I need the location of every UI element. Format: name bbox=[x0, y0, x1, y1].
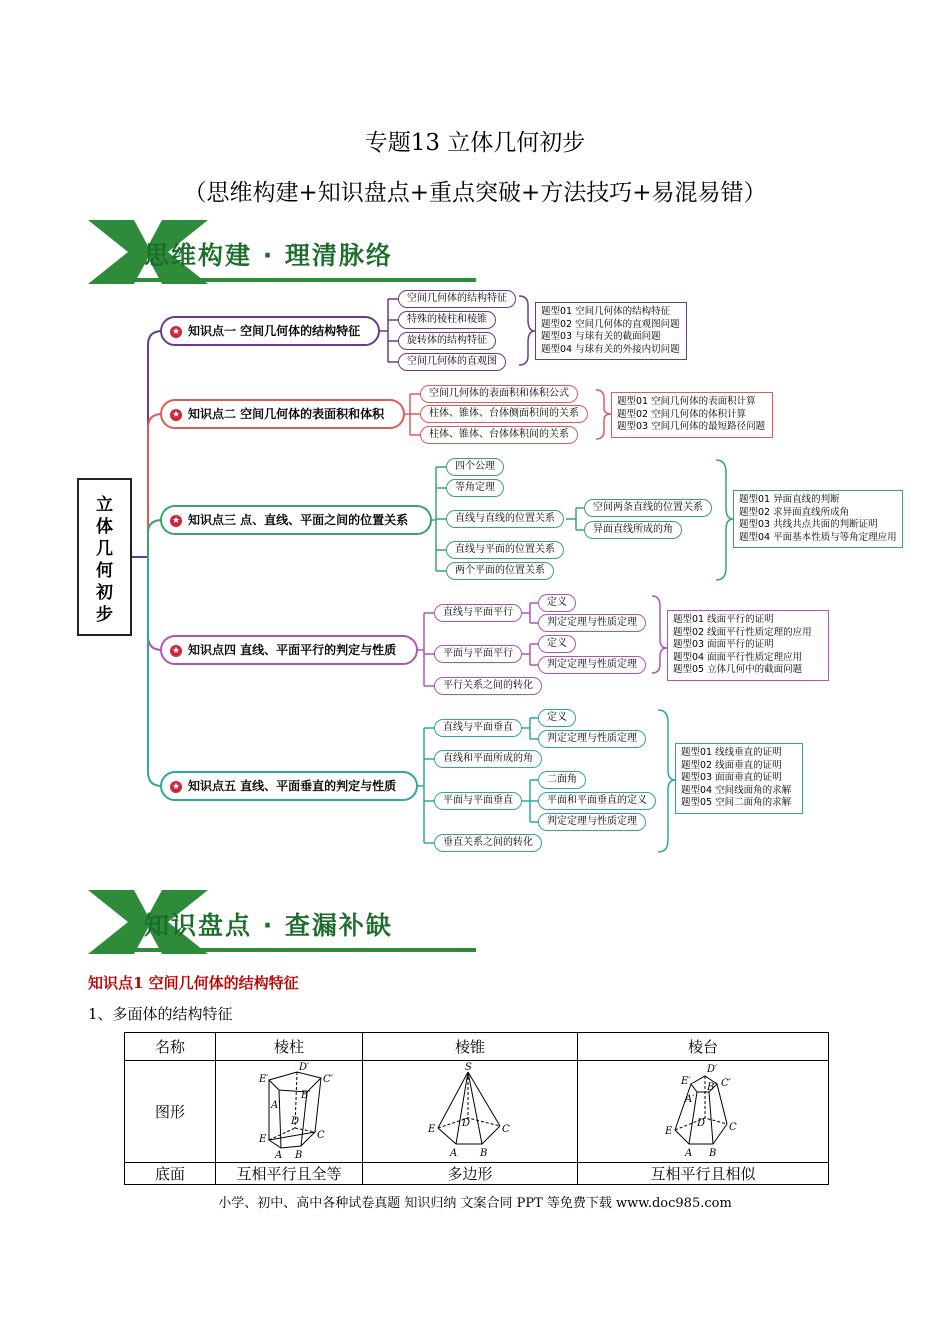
svg-text:B: B bbox=[295, 1149, 303, 1158]
question-item: 题型03 面面平行的证明 bbox=[673, 639, 774, 651]
kp3-item-1: 四个公理 bbox=[446, 458, 504, 476]
knowledge-point-5 bbox=[160, 771, 418, 801]
star-icon: ★ bbox=[171, 781, 181, 792]
question-item: 题型03 共线共点共面的判断证明 bbox=[739, 519, 878, 531]
table-row-label: 图形 bbox=[125, 1061, 216, 1163]
svg-text:E: E bbox=[259, 1133, 267, 1145]
svg-text:B: B bbox=[709, 1147, 717, 1158]
kp2-item-3: 柱体、锥体、台体体积间的关系 bbox=[420, 426, 578, 444]
question-item: 题型04 面面平行性质定理应用 bbox=[673, 651, 803, 663]
question-item: 题型03 面面垂直的证明 bbox=[681, 772, 782, 784]
section-banner-2 bbox=[88, 890, 478, 954]
table-cell: 互相平行且全等 bbox=[216, 1163, 363, 1185]
prism-figure bbox=[216, 1061, 363, 1163]
question-item: 题型04 与球有关的外接内切问题 bbox=[541, 343, 680, 355]
svg-text:A′: A′ bbox=[271, 1099, 281, 1111]
question-item: 题型01 空间几何体的结构特征 bbox=[541, 306, 671, 317]
kp4-item-1: 直线与平面平行 bbox=[434, 604, 522, 622]
star-icon: ★ bbox=[171, 645, 181, 656]
kp5-label: 知识点五 直线、平面垂直的判定与性质 bbox=[188, 779, 397, 793]
frustum-figure bbox=[578, 1061, 829, 1163]
page-subtitle: （思维构建+知识盘点+重点突破+方法技巧+易混易错） bbox=[183, 180, 767, 206]
kp4-subitem-1: 定义 bbox=[538, 594, 576, 612]
svg-text:A: A bbox=[450, 1147, 458, 1158]
section-heading: 知识点1 空间几何体的结构特征 bbox=[88, 974, 299, 992]
kp1-item-3: 旋转体的结构特征 bbox=[398, 332, 496, 350]
star-icon: ★ bbox=[171, 515, 181, 526]
table-header: 棱柱 bbox=[216, 1033, 363, 1061]
kp5-item-3: 平面与平面垂直 bbox=[434, 792, 522, 810]
question-item: 题型01 线线垂直的证明 bbox=[681, 747, 782, 758]
pyramid-figure bbox=[363, 1061, 578, 1163]
table-header: 棱锥 bbox=[363, 1033, 578, 1061]
question-item: 题型03 与球有关的截面问题 bbox=[541, 331, 661, 343]
kp2-item-1: 空间几何体的表面积和体积公式 bbox=[420, 385, 578, 403]
knowledge-point-3 bbox=[160, 505, 432, 535]
question-item: 题型02 空间几何体的体积计算 bbox=[617, 408, 747, 420]
kp1-item-2: 特殊的棱柱和棱锥 bbox=[398, 311, 496, 329]
kp4-questions bbox=[667, 610, 829, 681]
kp4-item-3: 平行关系之间的转化 bbox=[434, 677, 542, 695]
kp3-questions bbox=[733, 490, 903, 548]
svg-text:E′: E′ bbox=[259, 1073, 269, 1085]
kp1-label: 知识点一 空间几何体的结构特征 bbox=[188, 324, 361, 338]
kp5-subitem-4: 平面和平面垂直的定义 bbox=[538, 792, 656, 810]
svg-text:D: D bbox=[697, 1117, 706, 1129]
svg-text:D′: D′ bbox=[299, 1061, 310, 1073]
svg-text:D: D bbox=[462, 1117, 471, 1129]
question-item: 题型04 空间线面角的求解 bbox=[681, 784, 792, 796]
kp2-label: 知识点二 空间几何体的表面积和体积 bbox=[188, 407, 385, 421]
pyramid-diagram-icon bbox=[420, 1062, 520, 1158]
knowledge-point-1 bbox=[160, 316, 380, 346]
kp3-label: 知识点三 点、直线、平面之间的位置关系 bbox=[188, 513, 409, 527]
banner-2-text: 知识盘点 · 查漏补缺 bbox=[144, 911, 393, 940]
kp4-subitem-2: 判定定理与性质定理 bbox=[538, 614, 646, 632]
kp3-item-2: 等角定理 bbox=[446, 479, 504, 497]
kp3-item-3: 直线与直线的位置关系 bbox=[446, 510, 564, 528]
question-item: 题型01 异面直线的判断 bbox=[739, 494, 840, 505]
svg-text:C: C bbox=[502, 1123, 510, 1135]
kp5-subitem-5: 判定定理与性质定理 bbox=[538, 813, 646, 831]
svg-text:C′: C′ bbox=[323, 1073, 333, 1085]
table-header: 名称 bbox=[125, 1033, 216, 1061]
sub-heading: 1、多面体的结构特征 bbox=[88, 1005, 233, 1023]
star-icon: ★ bbox=[171, 326, 181, 337]
question-item: 题型05 立体几何中的截面问题 bbox=[673, 664, 803, 676]
kp1-questions bbox=[535, 302, 687, 360]
svg-text:E: E bbox=[665, 1125, 673, 1137]
svg-text:E: E bbox=[428, 1123, 436, 1135]
page-title: 专题13 立体几何初步 bbox=[364, 130, 586, 156]
kp1-item-4: 空间几何体的直观图 bbox=[398, 353, 506, 371]
kp4-item-2: 平面与平面平行 bbox=[434, 645, 522, 663]
svg-text:C: C bbox=[729, 1121, 737, 1133]
question-item: 题型05 空间二面角的求解 bbox=[681, 797, 792, 809]
kp2-questions bbox=[611, 392, 773, 438]
svg-text:A′: A′ bbox=[685, 1093, 695, 1105]
svg-text:D′: D′ bbox=[707, 1063, 718, 1075]
question-item: 题型02 空间几何体的直观图问题 bbox=[541, 318, 680, 330]
kp3-subitem-2: 异面直线所成的角 bbox=[584, 521, 682, 539]
kp2-item-2: 柱体、锥体、台体侧面积间的关系 bbox=[420, 405, 588, 423]
kp5-subitem-1: 定义 bbox=[538, 709, 576, 727]
question-item: 题型01 空间几何体的表面积计算 bbox=[617, 396, 756, 407]
root-label: 立体几何初步 bbox=[96, 495, 113, 625]
question-item: 题型02 线面垂直的证明 bbox=[681, 759, 782, 771]
kp5-subitem-3: 二面角 bbox=[538, 771, 586, 789]
kp5-item-4: 垂直关系之间的转化 bbox=[434, 834, 542, 852]
page-footer: 小学、初中、高中各种试卷真题 知识归纳 文案合同 PPT 等免费下载 www.doc985.com bbox=[218, 1196, 732, 1211]
kp5-item-1: 直线与平面垂直 bbox=[434, 719, 522, 737]
svg-text:B′: B′ bbox=[707, 1081, 717, 1093]
star-icon: ★ bbox=[171, 409, 181, 420]
question-item: 题型04 平面基本性质与等角定理应用 bbox=[739, 531, 897, 543]
kp4-subitem-3: 定义 bbox=[538, 635, 576, 653]
kp5-subitem-2: 判定定理与性质定理 bbox=[538, 730, 646, 748]
kp5-questions bbox=[675, 743, 803, 814]
svg-text:B′: B′ bbox=[301, 1089, 311, 1101]
prism-diagram-icon bbox=[239, 1062, 339, 1158]
frustum-diagram-icon bbox=[653, 1062, 753, 1158]
svg-text:E′: E′ bbox=[681, 1075, 691, 1087]
banner-1-text: 思维构建 · 理清脉络 bbox=[144, 241, 393, 270]
mindmap-root bbox=[77, 478, 132, 636]
question-item: 题型02 线面平行性质定理的应用 bbox=[673, 626, 812, 638]
table-cell: 多边形 bbox=[363, 1163, 578, 1185]
question-item: 题型02 求异面直线所成角 bbox=[739, 506, 850, 518]
kp3-item-5: 两个平面的位置关系 bbox=[446, 562, 554, 580]
question-item: 题型01 线面平行的证明 bbox=[673, 614, 774, 625]
polyhedron-table bbox=[124, 1032, 829, 1185]
svg-text:A: A bbox=[275, 1149, 283, 1158]
svg-text:D: D bbox=[291, 1115, 300, 1127]
kp3-subitem-1: 空间两条直线的位置关系 bbox=[584, 499, 712, 517]
kp5-item-2: 直线和平面所成的角 bbox=[434, 750, 542, 768]
knowledge-point-2 bbox=[160, 399, 405, 429]
kp3-item-4: 直线与平面的位置关系 bbox=[446, 541, 564, 559]
knowledge-point-4 bbox=[160, 635, 418, 665]
kp4-subitem-4: 判定定理与性质定理 bbox=[538, 656, 646, 674]
svg-text:B: B bbox=[480, 1147, 488, 1158]
table-cell: 互相平行且相似 bbox=[578, 1163, 829, 1185]
table-row-label: 底面 bbox=[125, 1163, 216, 1185]
svg-text:C: C bbox=[317, 1129, 325, 1141]
kp1-item-1: 空间几何体的结构特征 bbox=[398, 290, 516, 308]
svg-text:C′: C′ bbox=[721, 1077, 731, 1089]
svg-text:S: S bbox=[465, 1061, 472, 1073]
kp4-label: 知识点四 直线、平面平行的判定与性质 bbox=[188, 643, 397, 657]
question-item: 题型03 空间几何体的最短路径问题 bbox=[617, 421, 766, 433]
table-header: 棱台 bbox=[578, 1033, 829, 1061]
svg-text:A: A bbox=[685, 1147, 693, 1158]
